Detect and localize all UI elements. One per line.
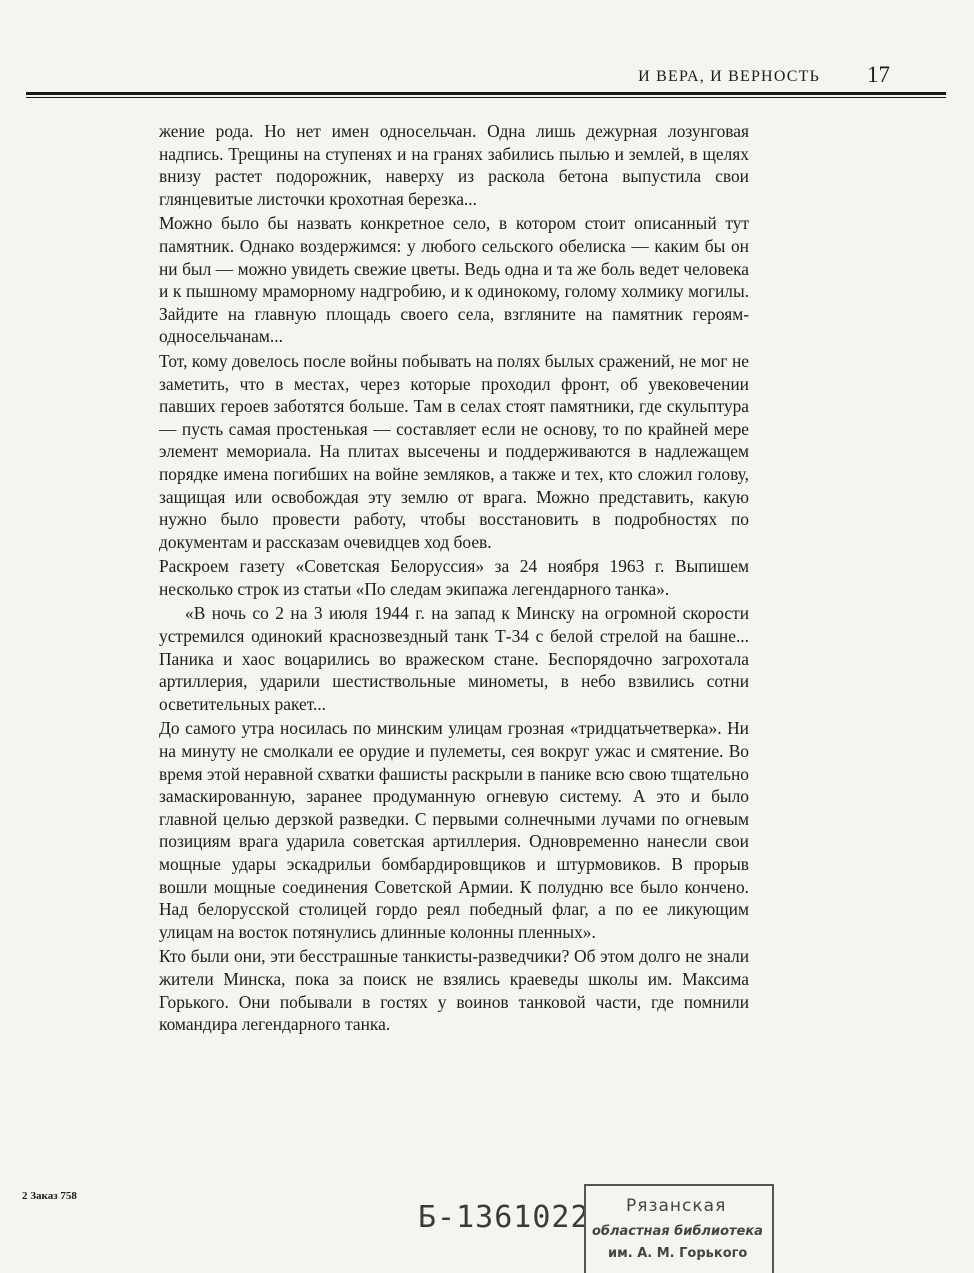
- paragraph: Раскроем газету «Советская Белоруссия» за 24 ноября 1963 г. Выпишем несколько строк из статьи «По следам экипажа легендарного танка».: [159, 556, 749, 599]
- library-stamp: [584, 1184, 774, 1273]
- stamp-line-3: им. А. М. Горького: [608, 1246, 748, 1261]
- paragraph: До самого утра носилась по минским улицам грозная «тридцатьчетверка». Ни на минуту не смолкали ее орудие и пулеметы, сея вокруг ужас и смятение. Во время этой неравной схватки фашисты раскрыли в панике всю свою тщательно замаскированную, заранее продуманную огневую систему. А это и было главной целью дерзкой разведки. С первыми солнечными лучами по огневым позициям врага ударила советская артиллерия. Одновременно нанесли свои мощные удары эскадрильи бомбардировщиков и штурмовиков. В прорыв вошли мощные соединения Советской Армии. К полудню все было кончено. Над белорусской столицей гордо реял победный флаг, а по ее ликующим улицам на восток потянулись длинные колонны пленных».: [159, 718, 749, 942]
- header-rule-thick: [26, 92, 946, 95]
- stamp-line-1: Рязанская: [626, 1196, 727, 1216]
- paragraph: Можно было бы назвать конкретное село, в котором стоит описанный тут памятник. Однако воздержимся: у любого сельского обелиска — каким бы он ни был — можно увидеть свежие цветы. Ведь одна и та же боль ведет человека и к пышному мраморному надгробию, и к одинокому, голому холмику могилы. Зайдите на главную площадь своего села, взгляните на памятник героям-односельчанам...: [159, 213, 749, 347]
- running-head: [26, 62, 950, 92]
- header-rule-thin: [26, 97, 946, 98]
- inventory-number: Б-1361022: [418, 1200, 590, 1235]
- paragraph: Тот, кому довелось после войны побывать на полях былых сражений, не мог не заметить, что в местах, через которые проходил фронт, об увековечении павших героев заботятся больше. Там в селах стоят памятники, где скульптура — пусть самая простенькая — составляет если не основу, то по крайней мере элемент мемориала. На плитах высечены и поддерживаются в надлежащем порядке имена погибших на войне земляков, а также и тех, кто сложил голову, защищая или освобождая эту землю от врага. Можно представить, какую нужно было провести работу, чтобы восстановить в подробностях по документам и рассказам очевидцев ход боев.: [159, 350, 749, 552]
- signature-mark: 2 Заказ 758: [22, 1190, 77, 1202]
- running-title: И ВЕРА, И ВЕРНОСТЬ: [638, 68, 820, 85]
- body-text: [159, 120, 749, 1038]
- paragraph: жение рода. Но нет имен односельчан. Одна лишь дежурная лозунговая надпись. Трещины на ступенях и на гранях забились пылью и землей, в щелях внизу растет подорожник, наверху из раскола бетона выпустила свои глянцевитые листочки крохотная березка...: [159, 121, 749, 209]
- paragraph: Кто были они, эти бесстрашные танкисты-разведчики? Об этом долго не знали жители Минска, пока за поиск не взялись краеведы школы им. Максима Горького. Они побывали в гостях у воинов танковой части, где помнили командира легендарного танка.: [159, 946, 749, 1035]
- quote-paragraph: «В ночь со 2 на 3 июля 1944 г. на запад к Минску на огромной скорости устремился одинокий краснозвездный танк Т-34 с белой стрелой на башне... Паника и хаос воцарились во вражеском стане. Беспорядочно загрохотала артиллерия, ударили шестиствольные минометы, в небо взвились сотни осветительных ракет...: [159, 603, 749, 714]
- stamp-line-2: областная библиотека: [592, 1224, 763, 1239]
- page-number: 17: [867, 62, 890, 87]
